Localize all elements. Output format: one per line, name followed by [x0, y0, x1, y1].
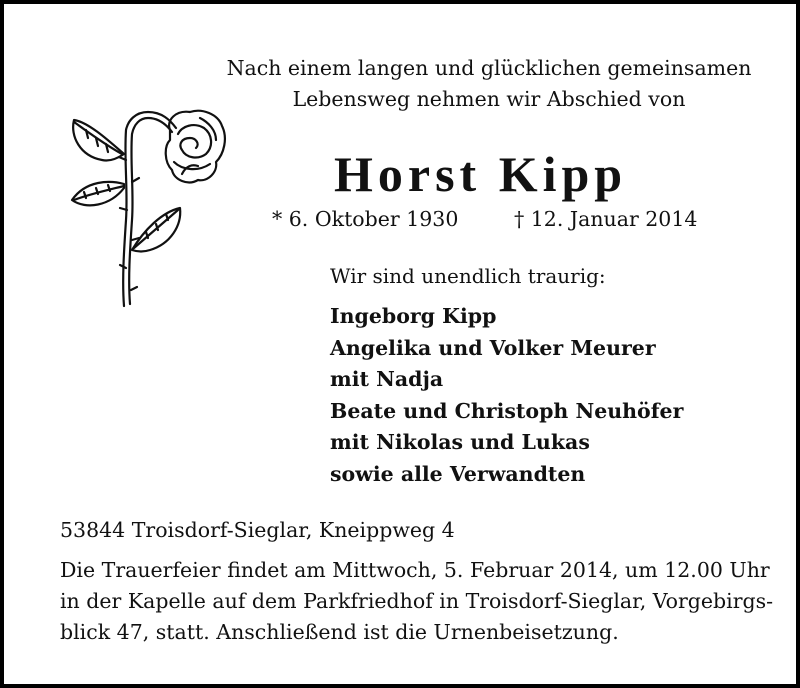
mourner-entry: Beate und Christoph Neuhöfer: [330, 398, 684, 423]
funeral-notice-line: in der Kapelle auf dem Parkfriedhof in Troisdorf-Sieglar, Vorgebirgs-: [60, 589, 774, 613]
rose-icon: [52, 100, 234, 312]
intro-line-1: Nach einem langen und glücklichen gemeinsamen: [226, 56, 752, 80]
funeral-notice-line: blick 47, statt. Anschließend ist die Urnenbeisetzung.: [60, 620, 619, 644]
intro-line-2: Lebensweg nehmen wir Abschied von: [292, 87, 686, 111]
mourner-entry: Angelika und Volker Meurer: [330, 335, 656, 360]
funeral-notice-line: Die Trauerfeier findet am Mittwoch, 5. Februar 2014, um 12.00 Uhr: [60, 558, 770, 582]
mourners-list: [330, 301, 683, 490]
mourner-entry: mit Nadja: [330, 367, 444, 391]
mourner-entry: Ingeborg Kipp: [330, 304, 497, 328]
mourner-entry: sowie alle Verwandten: [330, 461, 586, 486]
life-dates: [272, 205, 732, 233]
funeral-notice: [60, 555, 780, 648]
mourner-entry: mit Nikolas und Lukas: [330, 430, 590, 454]
deceased-name: Horst Kipp: [334, 146, 628, 202]
intro-text: [204, 53, 774, 115]
mourning-intro: Wir sind unendlich traurig:: [330, 264, 606, 288]
death-date: † 12. Januar 2014: [514, 207, 698, 231]
birth-date: * 6. Oktober 1930: [272, 207, 459, 231]
family-address: 53844 Troisdorf-Sieglar, Kneippweg 4: [60, 518, 455, 542]
